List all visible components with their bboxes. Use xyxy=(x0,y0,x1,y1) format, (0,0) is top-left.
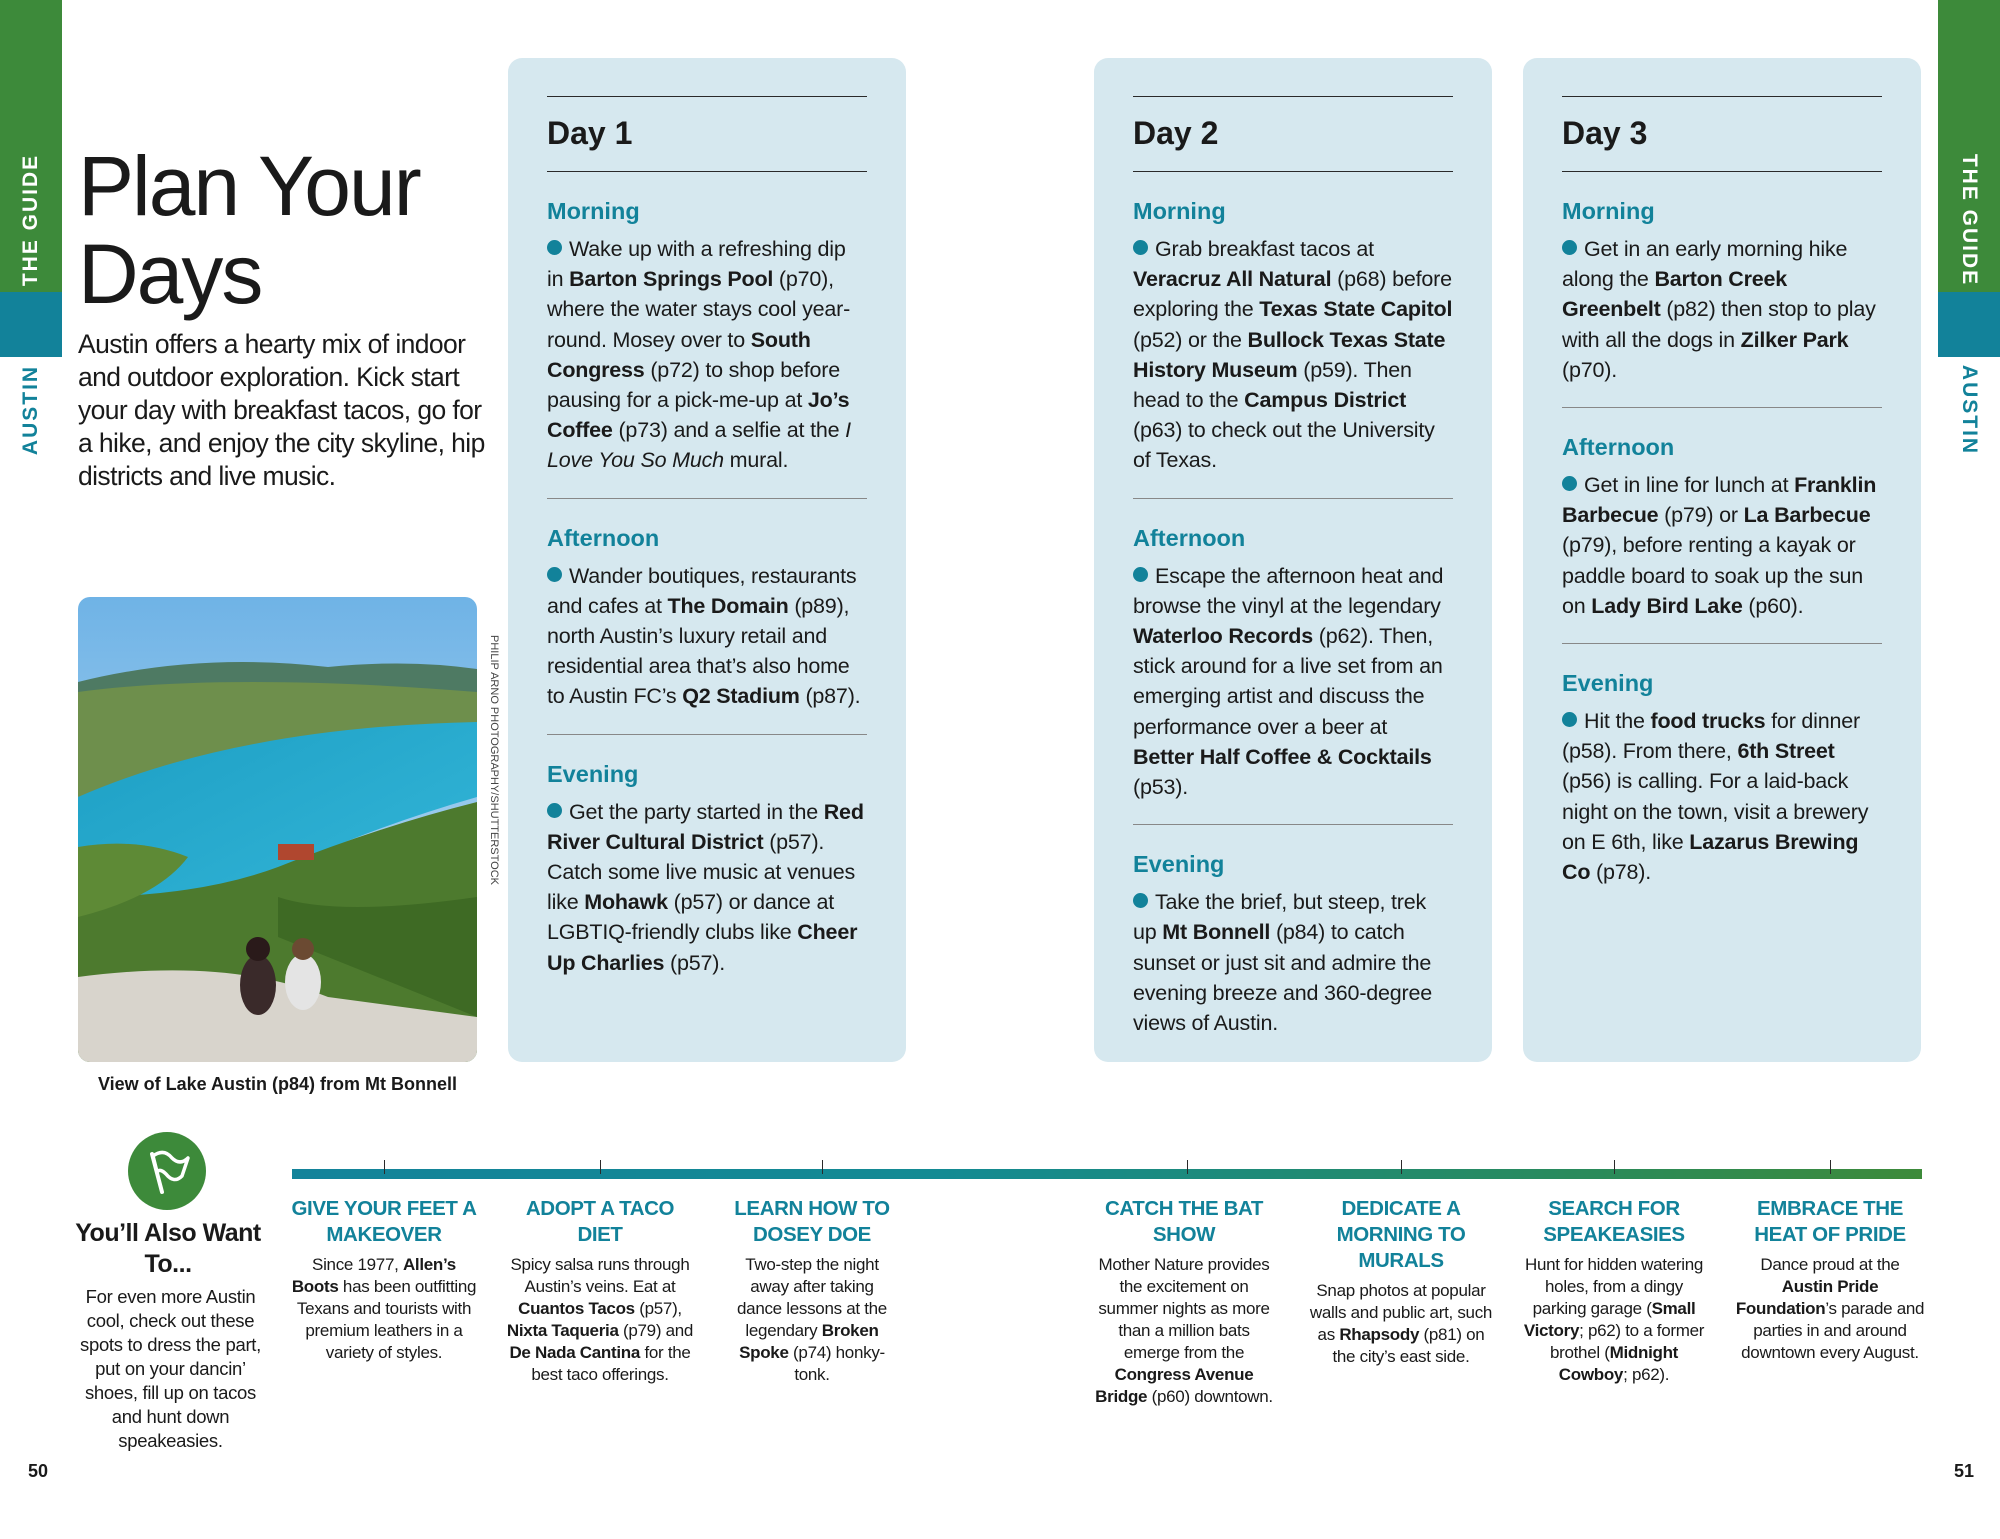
day-3-morning xyxy=(1562,196,1882,385)
bullet-icon xyxy=(547,567,562,582)
activity-heading: CATCH THE BAT SHOW xyxy=(1104,1197,1264,1246)
flag-icon xyxy=(128,1132,206,1210)
card-top-rule xyxy=(1133,96,1453,97)
card-title-rule xyxy=(1133,171,1453,172)
section-tab-label: THE GUIDE xyxy=(1958,153,1981,287)
left-side-tab xyxy=(0,0,62,456)
city-tab-label: AUSTIN xyxy=(1958,364,1981,456)
bullet-icon xyxy=(1562,240,1577,255)
section-heading: Morning xyxy=(1133,198,1226,224)
right-side-tab xyxy=(1938,0,2000,456)
timeline-bar xyxy=(292,1169,1922,1179)
section-text: Grab breakfast tacos at Veracruz All Natural (p68) before exploring the Texas State Capitol (p52) or the Bullock Texas State History Museum (p59). Then head to the Campus District (p63) to check out the University of Texas. xyxy=(1133,237,1453,473)
also-body: For even more Austin cool, check out these spots to dress the part, put on your dancin’ shoes, fill up on tacos and hunt down speakeasies. xyxy=(80,1286,261,1451)
section-heading: Afternoon xyxy=(1133,524,1246,551)
section-text: Get in an early morning hike along the Barton Creek Greenbelt (p82) then stop to play with all the dogs in Zilker Park (p70). xyxy=(1562,237,1876,382)
also-title: You’ll Also Want To... xyxy=(75,1219,261,1278)
section-text: Get the party started in the Red River Cultural District (p57). Catch some live music at venues like Mohawk (p57) or dance at LGBTIQ-friendly clubs like Cheer Up Charlies (p57). xyxy=(547,799,864,975)
day-2-card xyxy=(1094,58,1492,1062)
day-1-card xyxy=(508,58,906,1062)
activity-text: Dance proud at the Austin Pride Foundation’s parade and parties in and around downtown every August. xyxy=(1735,1255,1925,1362)
activity-text: Two-step the night away after taking dance lessons at the legendary Broken Spoke (p74) honky-tonk. xyxy=(737,1255,887,1384)
timeline-tick xyxy=(600,1160,601,1174)
bullet-icon xyxy=(547,240,562,255)
day-3-evening xyxy=(1562,668,1882,887)
section-heading: Afternoon xyxy=(547,524,660,551)
city-tab xyxy=(0,292,62,357)
day-2-evening xyxy=(1133,849,1453,1038)
activity-heading: EMBRACE THE HEAT OF PRIDE xyxy=(1754,1197,1906,1246)
page-number-left: 50 xyxy=(28,1461,49,1481)
section-heading: Evening xyxy=(1133,851,1225,878)
bullet-icon xyxy=(1133,567,1148,582)
day-1-evening xyxy=(547,759,867,978)
section-text: Escape the afternoon heat and browse the vinyl at the legendary Waterloo Records (p62). Then, stick around for a live set from an emerging artist and discuss the performance over a beer at Better Half Coffee & Cocktails (p53). xyxy=(1133,563,1444,800)
day-title: Day 2 xyxy=(1133,115,1219,151)
activity-heading: LEARN HOW TO DOSEY DOE xyxy=(734,1197,890,1246)
section-tab xyxy=(0,0,62,292)
timeline-tick xyxy=(822,1160,823,1174)
section-divider xyxy=(1562,643,1882,644)
activity-heading: SEARCH FOR SPEAKEASIES xyxy=(1543,1197,1685,1246)
activity-murals xyxy=(1306,1196,1496,1368)
timeline-tick xyxy=(1187,1160,1188,1174)
timeline-tick xyxy=(1401,1160,1402,1174)
section-text: Take the brief, but steep, trek up Mt Bonnell (p84) to catch sunset or just sit and admire the evening breeze and 360-degree views of Austin. xyxy=(1133,890,1433,1036)
activity-bat-show xyxy=(1089,1196,1279,1408)
section-heading: Afternoon xyxy=(1562,434,1675,461)
section-heading: Evening xyxy=(547,760,639,787)
day-2-afternoon xyxy=(1133,523,1453,803)
day-title: Day 3 xyxy=(1562,115,1648,151)
day-3-afternoon xyxy=(1562,432,1882,621)
card-top-rule xyxy=(1562,96,1882,97)
activity-text: Spicy salsa runs through Austin’s veins. Eat at Cuantos Tacos (p57), Nixta Taqueria (p79) and De Nada Cantina for the best taco offerings. xyxy=(506,1255,694,1384)
section-tab-label: THE GUIDE xyxy=(19,153,42,287)
section-text: Wander boutiques, restaurants and cafes at The Domain (p89), north Austin’s luxury retail and residential area that’s also home to Austin FC’s Q2 Stadium (p87). xyxy=(547,563,861,709)
section-divider xyxy=(547,734,867,735)
timeline-tick xyxy=(1614,1160,1615,1174)
activity-heading: ADOPT A TACO DIET xyxy=(525,1197,675,1246)
day-3-card xyxy=(1523,58,1921,1062)
city-tab-label: AUSTIN xyxy=(19,364,42,456)
activity-text: Snap photos at popular walls and public art, such as Rhapsody (p81) on the city’s east side. xyxy=(1309,1281,1493,1366)
intro-text: Austin offers a hearty mix of indoor and outdoor exploration. Kick start your day with breakfast tacos, go for a hike, and enjoy the city skyline, hip districts and live music. xyxy=(78,329,485,491)
activity-taco-diet xyxy=(505,1196,695,1386)
card-top-rule xyxy=(547,96,867,97)
bullet-icon xyxy=(547,803,562,818)
activity-heading: DEDICATE A MORNING TO MURALS xyxy=(1336,1197,1466,1272)
section-heading: Morning xyxy=(1562,198,1655,224)
page-title: Plan Your Days xyxy=(78,139,420,321)
bullet-icon xyxy=(1133,240,1148,255)
day-1-afternoon xyxy=(547,523,867,712)
page-number-right: 51 xyxy=(1953,1461,1974,1481)
bullet-icon xyxy=(1133,893,1148,908)
section-divider xyxy=(1133,498,1453,499)
activity-text: Hunt for hidden watering holes, from a dingy parking garage (Small Victory; p62) to a former brothel (Midnight Cowboy; p62). xyxy=(1523,1255,1705,1384)
day-2-morning xyxy=(1133,196,1453,476)
section-divider xyxy=(1133,824,1453,825)
activity-heading: GIVE YOUR FEET A MAKEOVER xyxy=(291,1197,477,1246)
city-tab xyxy=(1938,292,2000,357)
section-divider xyxy=(547,498,867,499)
card-title-rule xyxy=(547,171,867,172)
section-tab xyxy=(1938,0,2000,292)
section-divider xyxy=(1562,407,1882,408)
activity-pride xyxy=(1733,1196,1927,1364)
timeline-tick xyxy=(1830,1160,1831,1174)
section-text: Hit the food trucks for dinner (p58). From there, 6th Street (p56) is calling. For a laid-back night on the town, visit a brewery on E 6th, like Lazarus Brewing Co (p78). xyxy=(1562,709,1869,885)
section-text: Wake up with a refreshing dip in Barton Springs Pool (p70), where the water stays cool year-round. Mosey over to South Congress (p72) to shop before pausing for a pick-me-up at Jo’s Coffee (p73) and a selfie at the I Love You So Much mural. xyxy=(547,237,851,473)
section-text: Get in line for lunch at Franklin Barbecue (p79) or La Barbecue (p79), before renting a kayak or paddle board to soak up the sun on Lady Bird Lake (p60). xyxy=(1562,473,1877,618)
activity-speakeasies xyxy=(1519,1196,1709,1386)
photo-caption: View of Lake Austin (p84) from Mt Bonnell xyxy=(97,1074,458,1094)
bullet-icon xyxy=(1562,712,1577,727)
bullet-icon xyxy=(1562,476,1577,491)
lake-austin-photo xyxy=(78,597,477,1062)
card-title-rule xyxy=(1562,171,1882,172)
section-heading: Evening xyxy=(1562,670,1654,697)
photo-credit: PHILIP ARNO PHOTOGRAPHY/SHUTTERSTOCK xyxy=(488,635,500,885)
activity-text: Mother Nature provides the excitement on summer nights as more than a million bats emerge from the Congress Avenue Bridge (p60) downtown. xyxy=(1095,1255,1273,1406)
activity-feet-makeover xyxy=(289,1196,479,1364)
day-1-morning xyxy=(547,196,867,476)
day-title: Day 1 xyxy=(547,115,633,151)
timeline-tick xyxy=(384,1160,385,1174)
activity-dosey-doe xyxy=(727,1196,897,1386)
activity-text: Since 1977, Allen’s Boots has been outfitting Texans and tourists with premium leathers in a variety of styles. xyxy=(291,1255,477,1362)
section-heading: Morning xyxy=(547,198,640,224)
